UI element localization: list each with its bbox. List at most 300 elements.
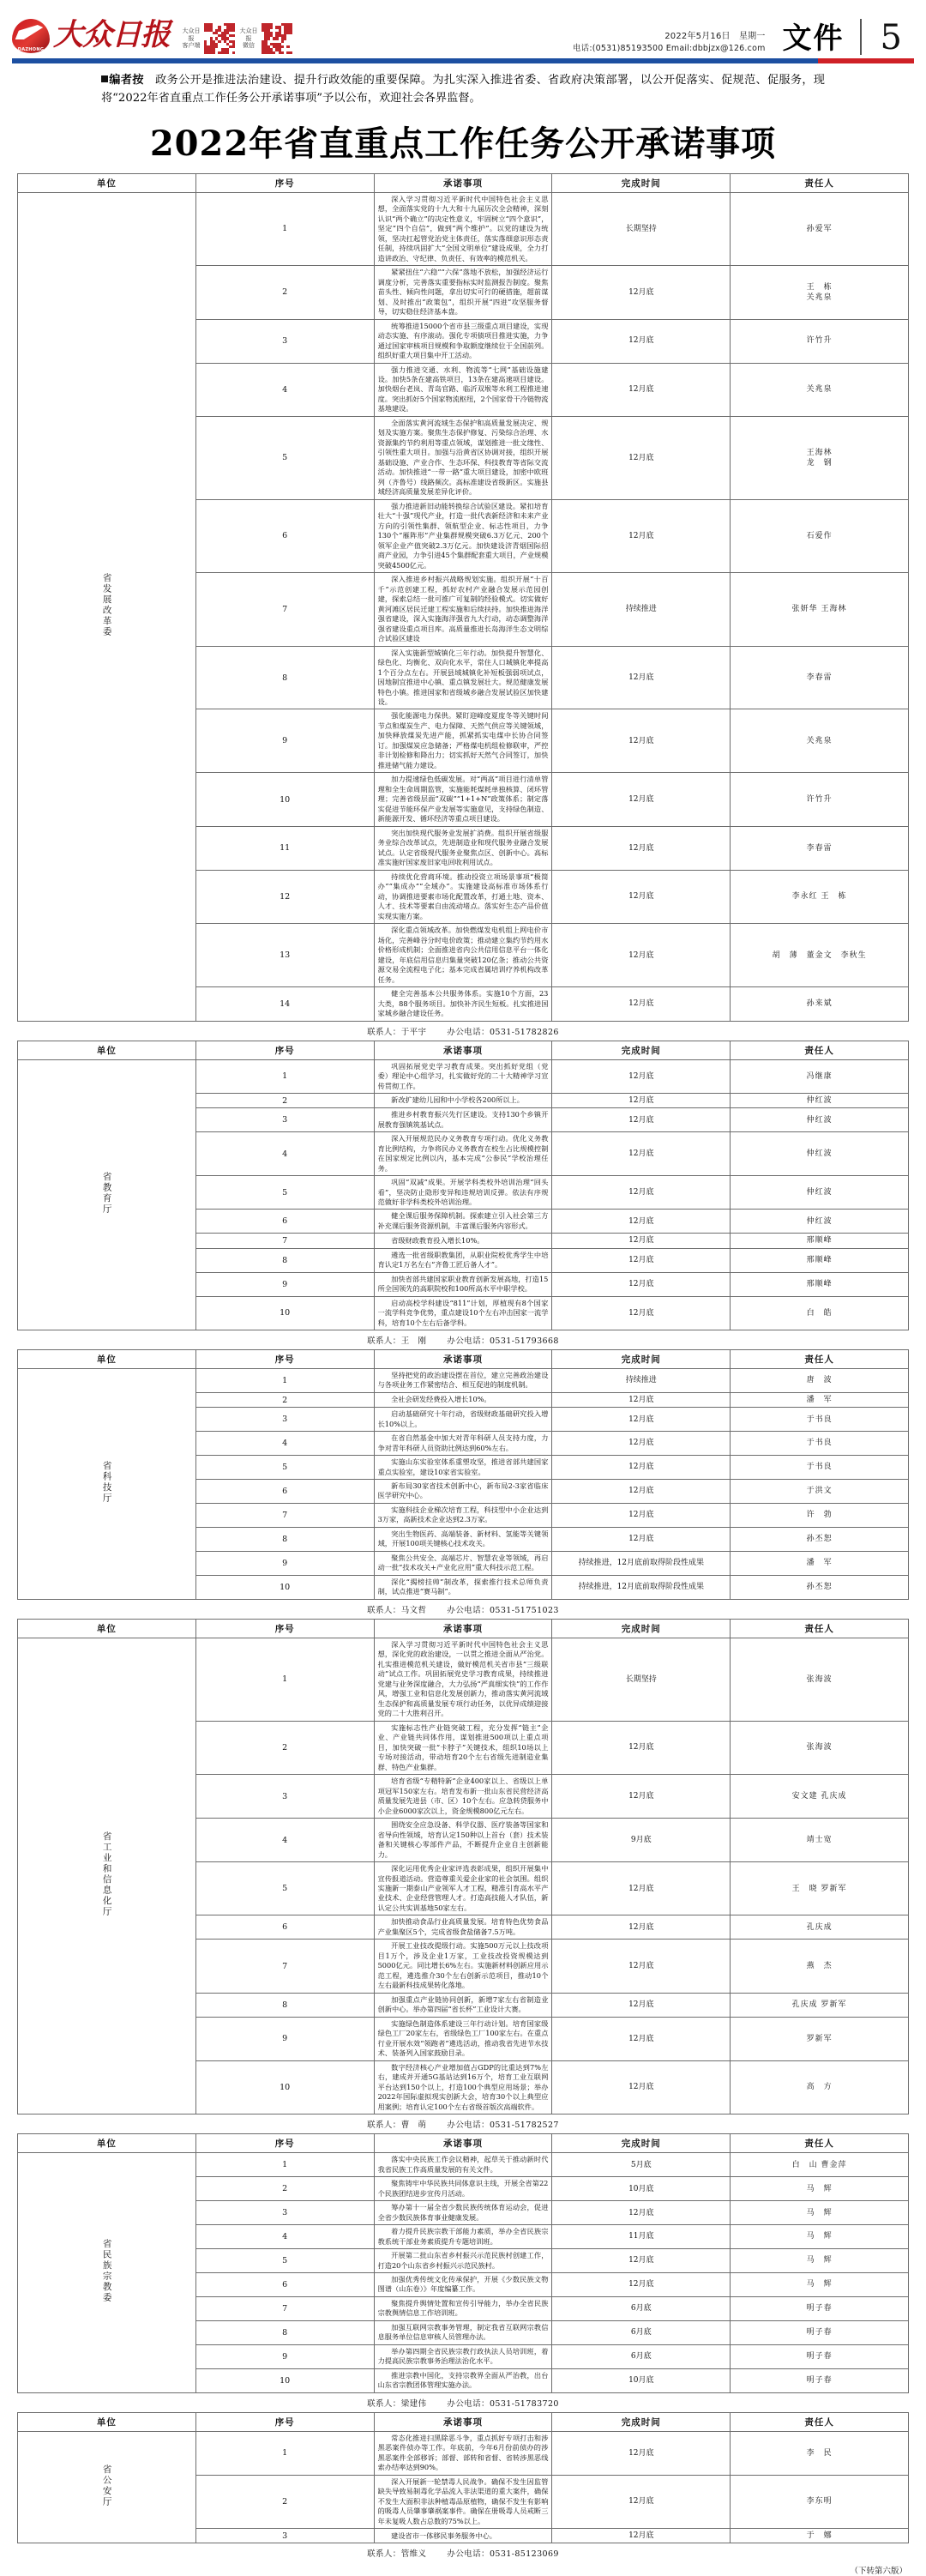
responsible-person: 明子春	[731, 2320, 909, 2344]
completion-time: 12月底	[552, 646, 731, 709]
row-number: 4	[195, 363, 374, 416]
responsible-person: 王海林 龙 钢	[731, 416, 909, 499]
row-number: 10	[195, 2368, 374, 2392]
contact-person: 马文哲	[400, 1605, 427, 1615]
row-number: 2	[195, 1093, 374, 1107]
section-contact	[17, 2393, 909, 2412]
completion-time: 持续推进，12月底前取得阶段性成果	[552, 1551, 731, 1575]
unit-label: 省发展改革委	[101, 572, 112, 637]
promise-item: 突出加快现代服务业发展扩消费。组织开展省级服务业综合改革试点，先进制造业和现代服务业融合发展试点。认定省级现代服务业聚焦点区、创新中心。高标准实施好国家废旧家电回收利用试点。	[374, 826, 552, 870]
promise-item: 聚焦铸牢中华民族共同体意识主线，开展全省第22个民族团结进步宣传月活动。	[374, 2177, 552, 2201]
responsible-person: 潘 军	[731, 1392, 909, 1407]
completion-time: 12月底	[552, 826, 731, 870]
promise-item: 数字经济核心产业增加值占GDP的比重达到7%左右，建成并开通5G基站达到16万个，培育工业互联网平台达到150个以上，打造100个典型应用场景；举办2022年国际虚拟现实创新大会，培育30个以上典型应用案例；培育认定100个左右省级首版次高端软件。	[374, 2060, 552, 2114]
header-person: 责任人	[731, 1349, 909, 1368]
completion-time: 12月底	[552, 1456, 731, 1480]
completion-time: 12月底	[552, 319, 731, 363]
responsible-person: 白 山 曹金萍	[731, 2153, 909, 2177]
row-number: 6	[195, 1480, 374, 1504]
row-number: 2	[195, 266, 374, 319]
header-time: 完成时间	[552, 2412, 731, 2431]
completion-time: 12月底	[552, 924, 731, 987]
row-number: 7	[195, 573, 374, 646]
promise-item: 实施科技企业梯次培育工程，科技型中小企业达到3万家，高新技术企业达到2.3万家。	[374, 1503, 552, 1527]
completion-time: 12月底	[552, 2060, 731, 2114]
header-time: 完成时间	[552, 2134, 731, 2153]
completion-time: 12月底	[552, 2249, 731, 2273]
promise-item: 实施绿色制造体系建设三年行动计划。培育国家级绿色工厂20家左右，省级绿色工厂100家左右。在重点行业开展水效“领跑者”遴选活动，推动我省先进节水技术、装备列入国家鼓励目录。	[374, 2017, 552, 2060]
section-table	[17, 1619, 909, 2114]
row-number: 4	[195, 2225, 374, 2249]
table-row	[18, 1368, 909, 1392]
row-number: 3	[195, 2529, 374, 2543]
header-time: 完成时间	[552, 1619, 731, 1638]
promise-item: 推进宗教中国化，支持宗教界全面从严治教，出台山东省宗教团体管理实施办法。	[374, 2368, 552, 2392]
contact-label: 联系人：	[367, 1027, 401, 1037]
responsible-person: 马 辉	[731, 2225, 909, 2249]
row-number: 2	[195, 1392, 374, 1407]
row-number: 2	[195, 2177, 374, 2201]
responsible-person: 李春雷	[731, 646, 909, 709]
completion-time: 12月底	[552, 1721, 731, 1774]
header-unit: 单位	[18, 2412, 196, 2431]
row-number: 7	[195, 1234, 374, 1248]
row-number: 9	[195, 1272, 374, 1296]
row-number: 6	[195, 499, 374, 572]
promise-item: 省级财政教育投入增长10%。	[374, 1234, 552, 1248]
editor-note	[101, 71, 825, 108]
promise-item: 启动基础研究十年行动，省级财政基础研究投入增长10%以上。	[374, 1408, 552, 1432]
header-item: 承诺事项	[374, 1349, 552, 1368]
promise-item: 开展工业技改提级行动。实施500万元以上技改项目1万个，涉及企业1万家，工业技改投资规模达到5000亿元。同比增长6%左右。实施新材料创新应用示范工程，遴选推介30个左右创新示范项目，推动10个左右最新科技成果转化落地。	[374, 1940, 552, 1993]
promise-item: 健全完善基本公共服务体系。实施10个方面，23大类，88个服务项目。加快补齐民生短板。扎实推进国家城乡融合建设任务。	[374, 987, 552, 1021]
promise-item: 深入学习贯彻习近平新时代中国特色社会主义思想，全面落实党的十九大和十九届历次全会精神，深刻认识“两个确立”的决定性意义，牢固树立“四个意识”，坚定“四个自信”，做到“两个维护”。以党的建设为统领，坚决扛起管党治党主体责任，落实落细意识形态责任制，持续巩固扩大“全国文明单位”建设成果，全力打造讲政治、守纪律、负责任、有效率的模范机关。	[374, 192, 552, 265]
responsible-person: 许 勃	[731, 1503, 909, 1527]
row-number: 1	[195, 2153, 374, 2177]
responsible-person: 张海波	[731, 1638, 909, 1721]
logo-mark-text: DAZHONG	[17, 47, 45, 52]
page-title: 2022年省直重点工作任务公开承诺事项	[149, 123, 777, 164]
promise-item: 深入开展新一轮禁毒人民战争。确保不发生因监管缺失导致易制毒化学品流入非法渠道的重大案件，确保不发生大面积非法种植毒品原植物，确保不发生有影响的吸毒人员肇事肇祸案事件。确保在册吸毒人员戒断三年未复吸人数占总数的75%以上。	[374, 2475, 552, 2528]
promise-item: 健全课后服务保障机制。探索建立引入社会第三方补充课后服务资源机制，丰富课后服务内容形式。	[374, 1210, 552, 1234]
promise-item: 全社会研发经费投入增长10%。	[374, 1392, 552, 1407]
responsible-person: 靖士宽	[731, 1819, 909, 1862]
responsible-person: 孙丕恕	[731, 1527, 909, 1551]
responsible-person: 李东明	[731, 2475, 909, 2528]
phone-number: 0531-85123069	[489, 2549, 559, 2560]
completion-time: 12月底	[552, 266, 731, 319]
unit-label: 省教育厅	[101, 1172, 112, 1216]
qr-wechat-icon[interactable]	[262, 23, 292, 54]
header-person: 责任人	[731, 2134, 909, 2153]
responsible-person: 孙爱军	[731, 192, 909, 265]
header-item: 承诺事项	[374, 2134, 552, 2153]
editor-note-body: 政务公开是推进法治建设、提升行政效能的重要保障。为扎实深入推进省委、省政府决策部署，以公开促落实、促规范、促服务，现将“2022年省直重点工作任务公开承诺事项”予以公布，欢迎社会各界监督。	[101, 74, 825, 106]
responsible-person: 马 辉	[731, 2273, 909, 2297]
section-contact	[17, 2114, 909, 2133]
phone-number: 0531-51751023	[489, 1605, 559, 1615]
paper-logo	[12, 16, 171, 57]
row-number: 8	[195, 2320, 374, 2344]
completion-time: 长期坚持	[552, 1638, 731, 1721]
unit-label: 省公安厅	[101, 2464, 112, 2507]
responsible-person: 于 娜	[731, 2529, 909, 2543]
contact-info: 电话:(0531)85193500 Email:dbbjzx@126.com	[572, 43, 766, 53]
promise-item: 突出生物医药、高端装备、新材料、氢能等关键领域，开展100项关键核心技术攻关。	[374, 1527, 552, 1551]
row-number: 5	[195, 1862, 374, 1915]
row-number: 3	[195, 1408, 374, 1432]
promise-item: 加快推动食品行业高质量发展。培育特色优势食品产业集聚区5个，完成省级食盐储备7.5万吨。	[374, 1915, 552, 1940]
row-number: 6	[195, 1210, 374, 1234]
masthead-rule	[12, 58, 914, 63]
responsible-person: 仲红波	[731, 1132, 909, 1176]
table-row	[18, 1059, 909, 1093]
promise-item: 建设省市一体移民事务服务中心。	[374, 2529, 552, 2543]
promise-item: 深化运用优秀企业家评选表彰成果，组织开展集中宣传报道活动。营造尊重关爱企业家的社会氛围。组织实施新一期泰山产业领军人才工程，精准引育高水平产业技术、企业经营管理人才。打造高技能人才队伍，新认定公共实训基地50家左右。	[374, 1862, 552, 1915]
completion-time: 12月底	[552, 2017, 731, 2060]
row-number: 8	[195, 1527, 374, 1551]
rule-blue	[12, 58, 818, 63]
row-number: 10	[195, 1296, 374, 1330]
responsible-person: 关兆泉	[731, 709, 909, 773]
row-number: 1	[195, 1059, 374, 1093]
row-number: 9	[195, 2017, 374, 2060]
row-number: 7	[195, 1940, 374, 1993]
responsible-person: 邢顺峰	[731, 1248, 909, 1272]
completion-time: 12月底	[552, 1392, 731, 1407]
header-time: 完成时间	[552, 1041, 731, 1059]
section-table	[17, 2133, 909, 2393]
row-number: 8	[195, 1248, 374, 1272]
responsible-person: 明子春	[731, 2344, 909, 2368]
completion-time: 12月底	[552, 1176, 731, 1210]
responsible-person: 仲红波	[731, 1210, 909, 1234]
promise-item: 落实中央民族工作会议精神，起草关于推动新时代我省民族工作高质量发展的有关文件。	[374, 2153, 552, 2177]
row-number: 1	[195, 1638, 374, 1721]
promise-item: 巩固“双减”成果。开展学科类校外培训治理“回头看”，坚决防止隐形变异和违规培训反弹。依法有序规范做好非学科类校外培训治理。	[374, 1176, 552, 1210]
completion-time: 12月底	[552, 1210, 731, 1234]
qr-wechat-caption: 大众日报 微信	[239, 27, 258, 50]
header-no: 序号	[195, 2412, 374, 2431]
completion-time: 12月底	[552, 1296, 731, 1330]
responsible-person: 于洪文	[731, 1480, 909, 1504]
completion-time: 11月底	[552, 2225, 731, 2249]
responsible-person: 唐 波	[731, 1368, 909, 1392]
dazhong-logo-icon	[12, 19, 50, 53]
responsible-person: 马 辉	[731, 2177, 909, 2201]
completion-time: 12月底	[552, 1915, 731, 1940]
header-time: 完成时间	[552, 1349, 731, 1368]
contact-person: 曹 萌	[400, 2121, 427, 2131]
masthead	[0, 0, 926, 63]
responsible-person: 仲红波	[731, 1108, 909, 1132]
header-no: 序号	[195, 2134, 374, 2153]
responsible-person: 许竹升	[731, 773, 909, 826]
completion-time: 12月底	[552, 2475, 731, 2528]
responsible-person: 李春雷	[731, 826, 909, 870]
row-number: 6	[195, 1915, 374, 1940]
unit-label: 省科技厅	[101, 1461, 112, 1505]
promise-item: 启动高校学科建设“811”计划，厚植现有8个国家一流学科竞争优势，重点建设10个左右冲击国家一流学科，培育10个左右后备学科。	[374, 1296, 552, 1330]
completion-time: 12月底	[552, 1132, 731, 1176]
completion-time: 6月底	[552, 2296, 731, 2320]
header-person: 责任人	[731, 2412, 909, 2431]
promise-item: 常态化推进扫黑除恶斗争，重点抓好专项打击和涉黑恶案件侦办等工作。年底前，今年6月份前侦办的涉黑恶案件全部移诉；部督、部转和省督、省转涉黑恶线索办结率达到90%。	[374, 2431, 552, 2475]
promise-item: 加力提速绿色低碳发展。对“两高”项目进行清单管理和全生命周期监管，实施能耗煤耗单独核算、闭环管理；完善省级层面“双碳”“1+1+N”政策体系；制定落实促进节能环保产业发展等实施意见，支持绿色制造、新能源开发、循环经济等重点项目建设。	[374, 773, 552, 826]
promise-item: 深入推进乡村振兴战略规划实施。组织开展“十百千”示范创建工程，抓好农村产业融合发展示范园创建，探索总结一批可推广可复制的经验模式。切实做好黄河滩区居民迁建工程实施和后续扶持。加快推进海洋强省建设，深入实施海洋强省九大行动，动态调整海洋强省建设重点项目库。高质量推进长岛海洋生态文明综合试验区建设	[374, 573, 552, 646]
row-number: 11	[195, 826, 374, 870]
completion-time: 持续推进	[552, 573, 731, 646]
row-number: 14	[195, 987, 374, 1021]
completion-time: 12月底	[552, 773, 731, 826]
unit-cell	[18, 2153, 196, 2393]
responsible-person: 燕 杰	[731, 1940, 909, 1993]
completion-time: 12月底	[552, 499, 731, 572]
header-item: 承诺事项	[374, 2412, 552, 2431]
row-number: 5	[195, 2249, 374, 2273]
promise-item: 开展第二批山东省乡村振兴示范民族村创建工作，打造20个山东省乡村振兴示范民族村。	[374, 2249, 552, 2273]
completion-time: 12月底	[552, 2273, 731, 2297]
row-number: 7	[195, 2296, 374, 2320]
phone-label: 办公电话：	[447, 2121, 490, 2131]
responsible-person: 孔庆成	[731, 1915, 909, 1940]
promise-item: 加强互联网宗教事务管理，制定我省互联网宗教信息服务单位信息审核人员管理办法。	[374, 2320, 552, 2344]
unit-cell	[18, 1368, 196, 1599]
responsible-person: 孙丕恕	[731, 1575, 909, 1599]
header-unit: 单位	[18, 1349, 196, 1368]
completion-time: 5月底	[552, 2153, 731, 2177]
contact-person: 管维义	[400, 2549, 427, 2560]
header-item: 承诺事项	[374, 1041, 552, 1059]
header-person: 责任人	[731, 1619, 909, 1638]
completion-time: 12月底	[552, 1480, 731, 1504]
promise-item: 培育省级“专精特新”企业400家以上、省级以上单项冠军150家左右。培育发布新一批山东省民营经济高质量发展先进县（市、区）10个左右。应急转贷服务中小企业6000家次以上，资金规模800亿元左右。	[374, 1775, 552, 1819]
promise-item: 深入学习贯彻习近平新时代中国特色社会主义思想，深化党的政治建设，一以贯之推进全面从严治党。扎实推进模范机关建设，做好模范机关省市县“三级联动”试点工作。巩固拓展党史学习教育成果，持续推进党建与业务深度融合，大力弘扬“严真细实快”的工作作风，增强工业和信息化发展创新力，推动落实黄河流域生态保护和高质量发展专项行动任务，以优异成绩迎接党的二十大胜利召开。	[374, 1638, 552, 1721]
section-contact	[17, 1600, 909, 1619]
completion-time: 持续推进，12月底前取得阶段性成果	[552, 1575, 731, 1599]
row-number: 13	[195, 924, 374, 987]
header-person: 责任人	[731, 173, 909, 192]
row-number: 3	[195, 1775, 374, 1819]
responsible-person: 马 辉	[731, 2249, 909, 2273]
row-number: 10	[195, 773, 374, 826]
completion-time: 6月底	[552, 2344, 731, 2368]
completion-time: 12月底	[552, 416, 731, 499]
completion-time: 12月底	[552, 709, 731, 773]
promise-item: 加快省部共建国家职业教育创新发展高地，打造15所全国领先的高职院校和100所高水平中职学校。	[374, 1272, 552, 1296]
row-number: 1	[195, 2431, 374, 2475]
responsible-person: 王 栋 关兆泉	[731, 266, 909, 319]
row-number: 3	[195, 1108, 374, 1132]
completion-time: 12月底	[552, 1059, 731, 1093]
section-contact	[17, 1022, 909, 1041]
section-table	[17, 1349, 909, 1600]
qr-app-caption: 大众日报 客户端	[182, 27, 201, 50]
promise-item: 持续优化营商环境。推动投资立项场景事项“极简办”“集成办”“全域办”。实施建设高标准市场体系行动，协调推进要素市场化配置改革，打通土地、资本、人才、技术等要素自由流动堵点。落实好生态产品价值实现实施方案。	[374, 870, 552, 923]
promise-item: 聚焦提升舆情处置和宣传引导能力，举办全省民族宗教舆情信息工作培训班。	[374, 2296, 552, 2320]
promise-item: 强力推进新旧动能转换综合试验区建设。紧扣培育壮大“十强”现代产业，打造一批代表新经济和未来产业方向的引领性集群、领航型企业、标志性项目，力争130个“雁阵形”产业集群规模突破6.3万亿元、200个领军企业产值突破2.3万亿元。加快建设济青烟国际招商产业园，力争引进45个集群配套重大项目，产业规模突破4500亿元。	[374, 499, 552, 572]
section-table	[17, 1041, 909, 1330]
phone-label: 办公电话：	[447, 1027, 490, 1037]
section-table	[17, 173, 909, 1022]
qr-app	[180, 23, 235, 54]
completion-time: 12月底	[552, 1272, 731, 1296]
completion-time: 12月底	[552, 1093, 731, 1107]
row-number: 6	[195, 2273, 374, 2297]
promise-item: 实施标志性产业链突破工程，充分发挥“链主”企业、产业链共同体作用，谋划推进500项以上重点项目，加快突破一批“卡脖子”关键技术，组织10场以上专场对接活动，带动培育20个左右省级先进制造业集群、特色产业集群。	[374, 1721, 552, 1774]
promise-item: 推进乡村教育振兴先行区建设。支持130个乡镇开展教育强镇筑基试点。	[374, 1108, 552, 1132]
promise-item: 在省自然基金中加大对青年科研人员支持力度，力争对青年科研人员资助比例达到60%左右。	[374, 1432, 552, 1456]
row-number: 4	[195, 1819, 374, 1862]
phone-label: 办公电话：	[447, 1605, 490, 1615]
row-number: 9	[195, 709, 374, 773]
responsible-person: 李 民	[731, 2431, 909, 2475]
completion-time: 12月底	[552, 987, 731, 1021]
unit-label: 省民族宗教委	[101, 2239, 112, 2304]
unit-cell	[18, 192, 196, 1021]
responsible-person: 明子春	[731, 2368, 909, 2392]
completion-time: 12月底	[552, 1234, 731, 1248]
continuation-note: （下转第六版）	[850, 2567, 907, 2576]
responsible-person: 李永红 王 栋	[731, 870, 909, 923]
promise-item: 深入开展规范民办义务教育专项行动。优化义务教育比例结构，力争将民办义务教育在校生占比规模控制在国家规定比例以内，基本完成“公参民”学校治理任务。	[374, 1132, 552, 1176]
completion-time: 9月底	[552, 1819, 731, 1862]
qr-wechat	[238, 23, 292, 54]
promise-item: 加强重点产业链协同创新，新增7家左右省制造业创新中心。举办第四届“省长杯”工业设计大赛。	[374, 1993, 552, 2017]
completion-time: 10月底	[552, 2368, 731, 2392]
header-item: 承诺事项	[374, 173, 552, 192]
header-person: 责任人	[731, 1041, 909, 1059]
responsible-person: 高 方	[731, 2060, 909, 2114]
row-number: 4	[195, 1132, 374, 1176]
responsible-person: 邢顺峰	[731, 1272, 909, 1296]
completion-time: 6月底	[552, 2320, 731, 2344]
header-unit: 单位	[18, 2134, 196, 2153]
responsible-person: 许竹升	[731, 319, 909, 363]
header-time: 完成时间	[552, 173, 731, 192]
responsible-person: 孙来斌	[731, 987, 909, 1021]
completion-time: 12月底	[552, 1108, 731, 1132]
unit-cell	[18, 1638, 196, 2114]
header-no: 序号	[195, 173, 374, 192]
header-no: 序号	[195, 1349, 374, 1368]
responsible-person: 关兆泉	[731, 363, 909, 416]
row-number: 4	[195, 1432, 374, 1456]
phone-label: 办公电话：	[447, 1336, 490, 1346]
table-row	[18, 1638, 909, 1721]
phone-label: 办公电话：	[447, 2549, 490, 2560]
responsible-person: 胡 薄 董金文 李秋生	[731, 924, 909, 987]
header-unit: 单位	[18, 1619, 196, 1638]
row-number: 5	[195, 416, 374, 499]
promise-item: 新布局30家省技术创新中心，新布局2-3家省临床医学研究中心。	[374, 1480, 552, 1504]
contact-label: 联系人：	[367, 2549, 401, 2560]
contact-person: 于平宇	[400, 1027, 427, 1037]
promise-item: 深化“揭榜挂帅”制改革，探索推行技术总师负责制，试点推进“赛马制”。	[374, 1575, 552, 1599]
contact-label: 联系人：	[367, 1336, 401, 1346]
row-number: 12	[195, 870, 374, 923]
responsible-person: 张妍华 王海林	[731, 573, 909, 646]
responsible-person: 张海波	[731, 1721, 909, 1774]
row-number: 8	[195, 1993, 374, 2017]
header-unit: 单位	[18, 1041, 196, 1059]
section-contact	[17, 1330, 909, 1349]
promise-item: 紧紧扭住“六稳”“六保”落地不放松，加强经济运行调度分析，完善落实重要指标实时监测报告制度。聚焦苗头性、倾向性问题，拿出切实可行的硬措施，超前谋划、及时推出“政策包”，组织开展“四进”攻坚服务督导，切实稳住经济基本盘。	[374, 266, 552, 319]
promise-item: 实施山东实验室体系重塑攻坚，推进省部共建国家重点实验室，建设10家省实验室。	[374, 1456, 552, 1480]
promise-item: 筹办第十一届全省少数民族传统体育运动会，促进全省少数民族体育事业健康发展。	[374, 2201, 552, 2225]
rule-red	[818, 58, 914, 63]
completion-time: 12月底	[552, 1408, 731, 1432]
section-contact	[17, 2543, 909, 2562]
phone-number: 0531-51782527	[489, 2121, 559, 2131]
responsible-person: 邢顺峰	[731, 1234, 909, 1248]
responsible-person: 于书良	[731, 1408, 909, 1432]
completion-time: 12月底	[552, 1862, 731, 1915]
row-number: 3	[195, 319, 374, 363]
completion-time: 12月底	[552, 2201, 731, 2225]
table-row	[18, 192, 909, 265]
promise-item: 着力提升民族宗教干部能力素质，举办全省民族宗教系统干部业务素质提升专题培训班。	[374, 2225, 552, 2249]
row-number: 7	[195, 1503, 374, 1527]
completion-time: 12月底	[552, 1940, 731, 1993]
promise-item: 巩固拓展党史学习教育成果。突出抓好党组（党委）理论中心组学习，扎实做好党的二十大精神学习宣传贯彻工作。	[374, 1059, 552, 1093]
phone-number: 0531-51793668	[489, 1336, 559, 1346]
qr-app-icon[interactable]	[204, 23, 235, 54]
section-table	[17, 2412, 909, 2544]
row-number: 1	[195, 192, 374, 265]
publish-date: 2022年5月16日 星期一	[664, 31, 766, 41]
page-number: 5	[880, 18, 902, 57]
completion-time: 12月底	[552, 870, 731, 923]
unit-label: 省工业和信息化厅	[101, 1831, 112, 1918]
completion-time: 12月底	[552, 1993, 731, 2017]
row-number: 5	[195, 1176, 374, 1210]
contact-label: 联系人：	[367, 2398, 401, 2409]
responsible-person: 仲红波	[731, 1176, 909, 1210]
completion-time: 12月底	[552, 363, 731, 416]
completion-time: 10月底	[552, 2177, 731, 2201]
square-bullet-icon	[101, 75, 108, 82]
promise-tables	[17, 173, 909, 2563]
row-number: 10	[195, 1575, 374, 1599]
row-number: 3	[195, 2201, 374, 2225]
completion-time: 12月底	[552, 1503, 731, 1527]
responsible-person: 白 皓	[731, 1296, 909, 1330]
unit-cell	[18, 2431, 196, 2543]
responsible-person: 王 晓 罗新军	[731, 1862, 909, 1915]
promise-item: 遴选一批省级职教集团，从职业院校优秀学生中培育认定1万名左右“齐鲁工匠后备人才”。	[374, 1248, 552, 1272]
phone-label: 办公电话：	[447, 2398, 490, 2409]
section-name: 文件	[782, 21, 845, 56]
responsible-person: 于书良	[731, 1456, 909, 1480]
completion-time: 12月底	[552, 1527, 731, 1551]
paper-name: 大众日报	[53, 16, 171, 52]
row-number: 9	[195, 2344, 374, 2368]
promise-item: 围绕安全应急设备、科学仪器、医疗装备等国家和省导向性领域，培育认定150种以上首台（套）技术装备和关键核心零部件产品，不断提升企业自主创新能力。	[374, 1819, 552, 1862]
table-row	[18, 2431, 909, 2475]
unit-cell	[18, 1059, 196, 1330]
completion-time: 12月底	[552, 1248, 731, 1272]
promise-item: 新改扩建幼儿园和中小学校各200所以上。	[374, 1093, 552, 1107]
responsible-person: 仲红波	[731, 1093, 909, 1107]
responsible-person: 冯继康	[731, 1059, 909, 1093]
promise-item: 加强优秀传统文化传承保护，开展《少数民族文物图谱（山东卷）》年度编纂工作。	[374, 2273, 552, 2297]
promise-item: 举办第四期全省民族宗教行政执法人员培训班，着力提高民族宗教事务治理法治化水平。	[374, 2344, 552, 2368]
row-number: 2	[195, 2475, 374, 2528]
qr-code-group	[180, 23, 292, 57]
responsible-person: 安文建 孔庆成	[731, 1775, 909, 1819]
completion-time: 12月底	[552, 2529, 731, 2543]
